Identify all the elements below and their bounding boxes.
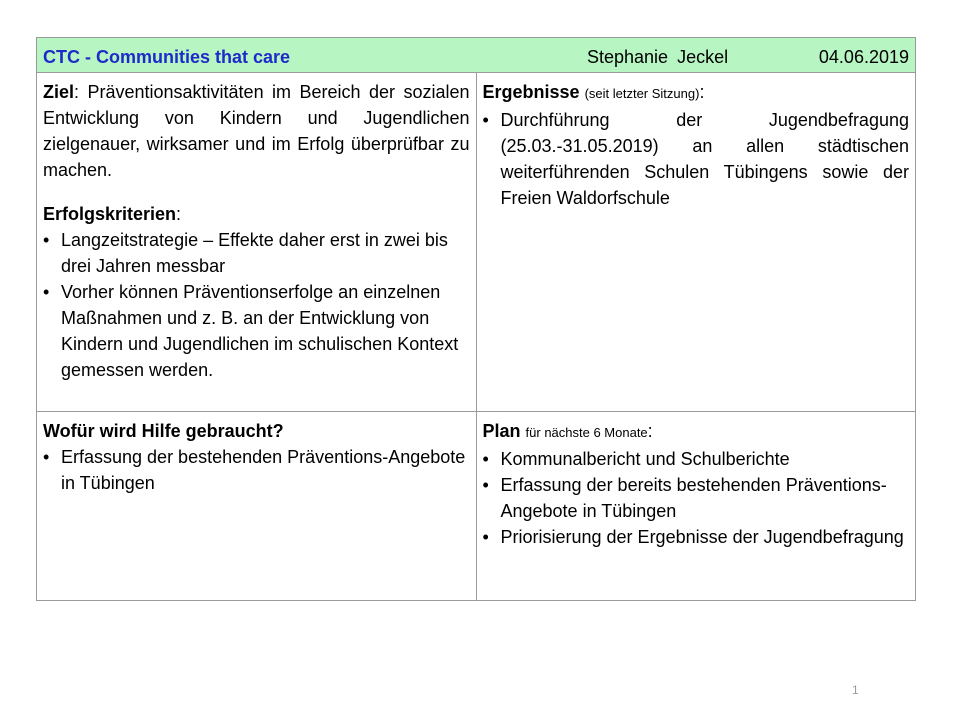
success-criteria-list [43, 227, 470, 383]
header-cell [37, 38, 916, 73]
results-cell-content [477, 73, 916, 211]
results-label: Ergebnisse [482, 82, 580, 102]
list-item: • Erfassung der bestehenden Präventions-Angebote in Tübingen [43, 444, 470, 496]
plan-cell-content [477, 412, 916, 550]
plan-label: Plan [482, 421, 521, 441]
content-row-1 [37, 73, 916, 412]
list-item: • Kommunalbericht und Schulberichte [483, 446, 910, 472]
help-needed-label: Wofür wird Hilfe gebraucht? [43, 421, 284, 441]
spacer [43, 183, 470, 201]
list-item: • Durchführung der Jugendbefragung (25.03.-31.05.2019) an allen städtischen weiterführenden Schulen Tübingens sowie der Freien Waldorfschule [483, 107, 910, 211]
plan-note: für nächste 6 Monate [525, 425, 648, 440]
list-item: • Langzeitstrategie – Effekte daher erst in zwei bis drei Jahren messbar [43, 227, 470, 279]
help-needed-cell [37, 412, 477, 601]
list-item: • Erfassung der bereits bestehenden Präventions-Angebote in Tübingen [483, 472, 910, 524]
help-needed-list [43, 444, 470, 496]
success-criteria-label: Erfolgskriterien [43, 204, 177, 224]
content-row-2 [37, 412, 916, 601]
plan-heading: Plan für nächste 6 Monate: [482, 421, 653, 441]
goal-paragraph: Ziel: Präventionsaktivitäten im Bereich der sozialen Entwicklung von Kindern und Jugendlichen zielgenauer, wirksamer und im Erfolg überprüfbar zu machen. [43, 82, 470, 180]
goal-text: Präventionsaktivitäten im Bereich der sozialen Entwicklung von Kindern und Jugendlichen zielgenauer, wirksamer und im Erfolg überprüfbar zu machen. [43, 82, 470, 180]
list-item: • Vorher können Präventionserfolge an einzelnen Maßnahmen und z. B. an der Entwicklung von Kindern und Jugendlichen im schulischen Kontext gemessen werden. [43, 279, 470, 383]
plan-list [483, 446, 910, 550]
results-note: (seit letzter Sitzung) [584, 86, 700, 101]
header-date: 04.06.2019 [818, 47, 909, 67]
goal-cell [37, 73, 477, 412]
header-bar [37, 38, 915, 72]
list-item: • Priorisierung der Ergebnisse der Jugendbefragung [483, 524, 910, 550]
header-title: CTC - Communities that care [43, 47, 291, 67]
results-list [483, 107, 910, 211]
header-row [37, 38, 916, 73]
success-criteria-heading: Erfolgskriterien: [43, 204, 182, 224]
header-author: Stephanie Jeckel [587, 47, 729, 67]
help-needed-cell-content [37, 412, 476, 496]
goal-cell-content [37, 73, 476, 383]
goal-label: Ziel [43, 82, 75, 102]
plan-cell [476, 412, 916, 601]
slide-table [36, 37, 916, 601]
results-heading: Ergebnisse (seit letzter Sitzung): [482, 82, 705, 102]
page-number: 1 [852, 683, 859, 697]
results-cell [476, 73, 916, 412]
